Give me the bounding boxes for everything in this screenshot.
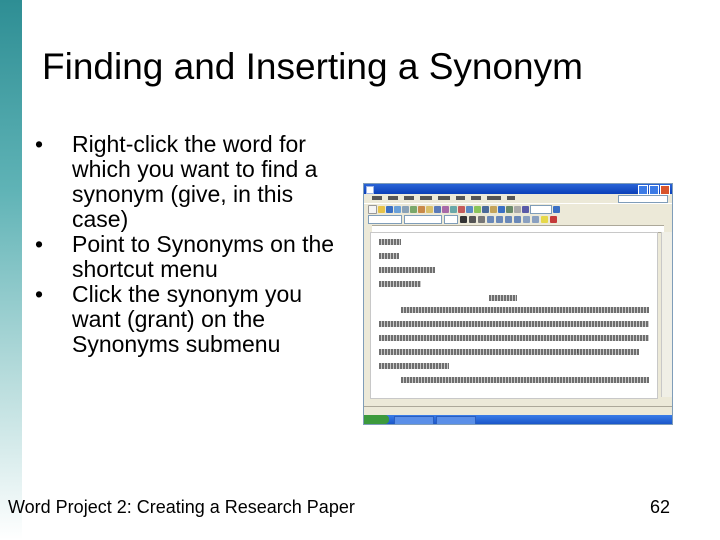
font-field xyxy=(404,215,442,224)
bullet-text: Click the synonym you want (grant) on the Synonyms submenu xyxy=(72,281,303,357)
word-formatting-toolbar xyxy=(364,214,672,224)
bullet-text: Right-click the word for which you want to find a synonym (give, in this case) xyxy=(72,131,318,232)
word-app-icon xyxy=(366,186,374,194)
windows-taskbar xyxy=(364,415,672,424)
word-title-bar xyxy=(364,184,672,194)
bullet-marker: • xyxy=(35,281,44,307)
font-size-field xyxy=(444,215,458,224)
decorative-side-strip xyxy=(0,0,22,540)
bullet-marker: • xyxy=(35,231,44,257)
zoom-field xyxy=(530,205,552,214)
vertical-scrollbar xyxy=(661,232,672,397)
help-search-box xyxy=(618,195,668,203)
text-cursor-icon: I xyxy=(577,349,579,355)
start-button xyxy=(364,415,389,424)
slide-title: Finding and Inserting a Synonym xyxy=(42,46,583,87)
bullet-text: Point to Synonyms on the shortcut menu xyxy=(72,231,335,282)
word-menu-bar xyxy=(364,194,672,203)
word-window-screenshot xyxy=(363,183,673,425)
bullet-item xyxy=(35,132,355,232)
word-standard-toolbar xyxy=(364,203,672,214)
style-field xyxy=(368,215,402,224)
taskbar-item xyxy=(394,416,434,425)
word-status-bar xyxy=(364,406,672,415)
bullet-list xyxy=(35,132,355,357)
bullet-marker: • xyxy=(35,131,44,157)
bullet-item xyxy=(35,282,355,357)
bullet-item xyxy=(35,232,355,282)
document-page xyxy=(370,232,658,399)
slide-page-number: 62 xyxy=(650,497,671,517)
taskbar-item xyxy=(436,416,476,425)
slide-footer: Word Project 2: Creating a Research Paper xyxy=(8,497,355,517)
